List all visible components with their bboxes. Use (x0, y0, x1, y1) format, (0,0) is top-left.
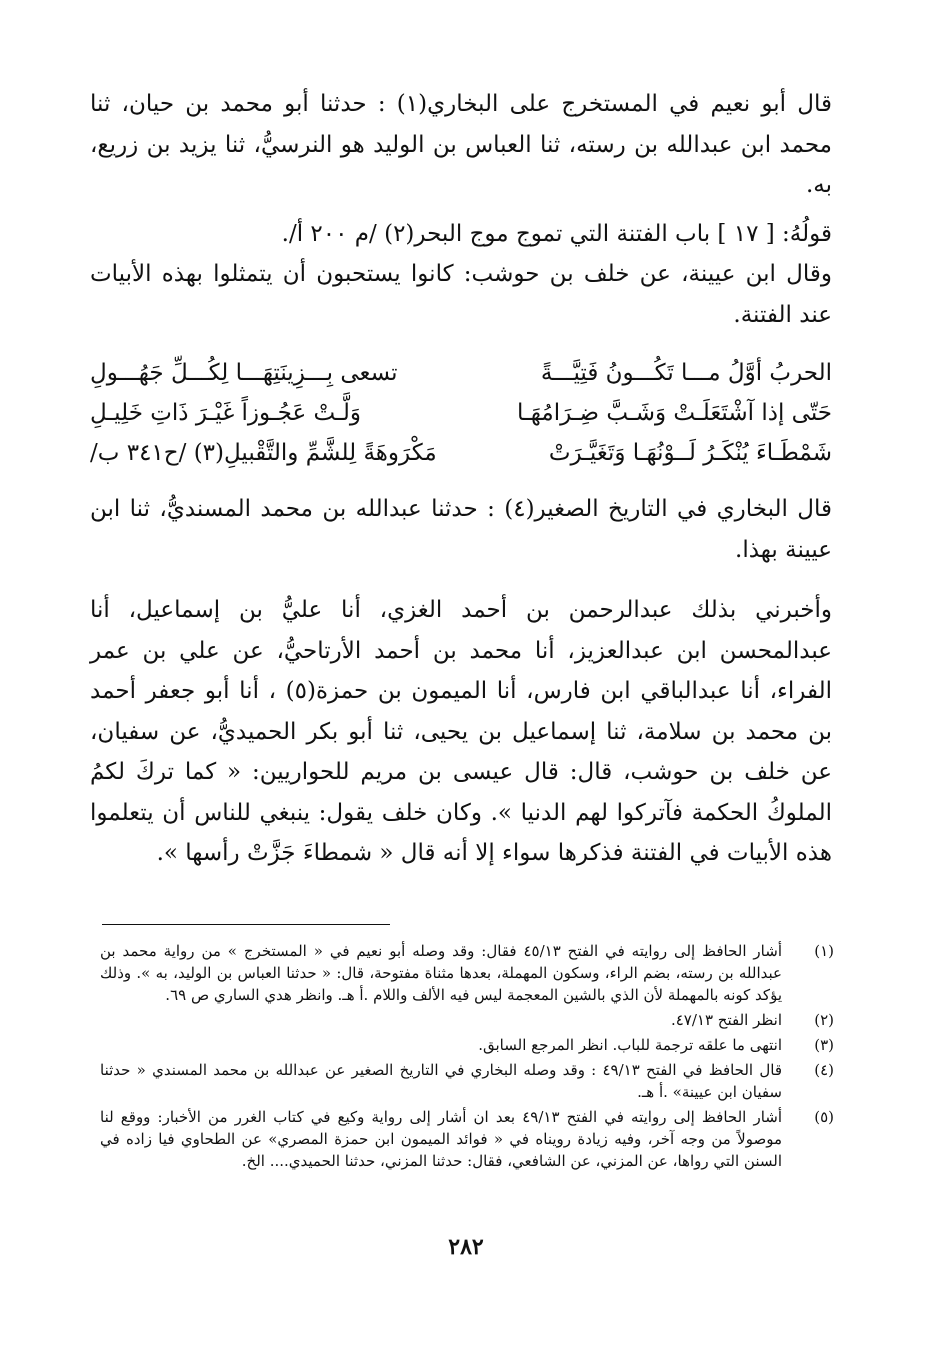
verse-second-hemistich: وَلَّـتْ عَجُـوزاً غَيْـرَ ذَاتِ خَلِيـلِ (90, 400, 361, 426)
footnotes (100, 940, 834, 1175)
verse-second-hemistich: تسعى بِـــزِينَتِهَـــا لِكُـــلِّ جَهُـــولِ (90, 360, 398, 386)
footnote-text: أشار الحافظ إلى روايته في الفتح ٤٥/١٣ فقال: وقد وصله أبو نعيم في « المستخرج » من رواية محمد بن عبدالله بن رسته، بضم الراء، وسكون المهملة، بعدها مثناة مفتوحة، قال: « حدثنا العباس بن الوليد، به ». وذلك يؤكد كونه بالمهملة لأن الذي بالشين المعجمة ليس فيه الألف واللام .أ هـ. وانظر هدي الساري ص ٦٩. (100, 942, 782, 1004)
paragraph-isnad: وأخبرني بذلك عبدالرحمن بن أحمد الغزي، أنا عليُّ بن إسماعيل، أنا عبدالمحسن ابن عبدالعزيز، أنا محمد بن أحمد الأرتاحيُّ، عن علي بن عمر الفراء، أنا عبدالباقي ابن فارس، أنا الميمون بن حمزة(٥) ، أنا أبو جعفر أحمد بن محمد بن سلامة، ثنا إسماعيل بن يحيى، ثنا أبو بكر الحميديُّ، عن سفيان، عن خلف بن حوشب، قال: قال عيسى بن مريم للحواريين: « كما تركَ لكمُ الملوكُ الحكمة فآتركوا لهم الدنيا ». وكان خلف يقول: ينبغي للناس أن يتعلموا هذه الأبيات في الفتنة فذكرها سواء إلا أنه قال « شمطاءَ جَزَّتْ رأسها ». (90, 597, 832, 866)
footnote (100, 1034, 834, 1056)
footnote (100, 940, 834, 1006)
poem-verse (90, 433, 832, 473)
poem-verse (90, 353, 832, 393)
paragraph-bukhari-tarikh: قال البخاري في التاريخ الصغير(٤) : حدثنا عبدالله بن محمد المسنديُّ، ثنا ابن عيينة بهذا. (90, 496, 832, 563)
footnote (100, 1059, 834, 1103)
footnote-text: أشار الحافظ إلى روايته في الفتح ٤٩/١٣ بعد ان أشار إلى رواية وكيع في كتاب الغرر من الأخبار: ووقع لنا موصولاً من وجه آخر، وفيه زيادة رويناه في « فوائد الميمون ابن حمزة المصري» عن الطحاوي فيا زاده في السنن التي رواها، عن المزني، عن الشافعي، فقال: حدثنا المزني، حدثنا الحميدي.... الخ. (100, 1108, 782, 1170)
footnote (100, 1009, 834, 1031)
main-text (90, 84, 832, 874)
page-number: ٢٨٢ (448, 1234, 484, 1260)
footnote-number: (٣) (814, 1036, 834, 1054)
poem (90, 353, 832, 473)
footnote-number: (١) (814, 942, 834, 960)
footnote-text: قال الحافظ في الفتح ٤٩/١٣ : وقد وصله البخاري في التاريخ الصغير عن عبدالله بن محمد المسندي « حدثنا سفيان ابن عيينة» .أ هـ. (100, 1061, 782, 1101)
footnote-separator (102, 924, 390, 925)
footnote-number: (٥) (814, 1108, 834, 1126)
verse-first-hemistich: الحربُ أوَّلُ مـــا تَكُـــونُ فَتِيَّـــةً (540, 360, 832, 386)
poem-verse (90, 393, 832, 433)
chapter-heading: قولُهُ: [ ١٧ ] باب الفتنة التي تموج موج البحر(٢) /م ٢٠٠ أ/. (281, 220, 832, 247)
verse-first-hemistich: حَتّى إذا آشْتَعَلَـتْ وَشَـبَّ ضِـرَامُهَـا (517, 400, 832, 426)
paragraph-ibn-uyayna: وقال ابن عيينة، عن خلف بن حوشب: كانوا يستحبون أن يتمثلوا بهذه الأبيات عند الفتنة. (90, 261, 832, 328)
footnote-number: (٤) (814, 1061, 834, 1079)
footnote-text: انظر الفتح ٤٧/١٣. (670, 1011, 782, 1029)
verse-first-hemistich: شَمْطَـاءَ يُنْكَـرُ لَــوْنُهَـا وَتَغَيَّـرَتْ (548, 440, 832, 466)
verse-second-hemistich: مَكْرَوهَةً لِلشَّمِّ والتَّقْبيلِ(٣) /ح٣٤١ ب/ (90, 440, 437, 466)
footnote-text: انتهى ما علقه ترجمة للباب. انظر المرجع السابق. (478, 1036, 782, 1054)
footnote (100, 1106, 834, 1172)
paragraph-abu-nuaym: قال أبو نعيم في المستخرج على البخاري(١) : حدثنا أبو محمد بن حيان، ثنا محمد ابن عبدالله بن رسته، ثنا العباس بن الوليد هو النرسيُّ، ثنا يزيد بن زريع، به. (90, 91, 832, 198)
footnote-number: (٢) (814, 1011, 834, 1029)
